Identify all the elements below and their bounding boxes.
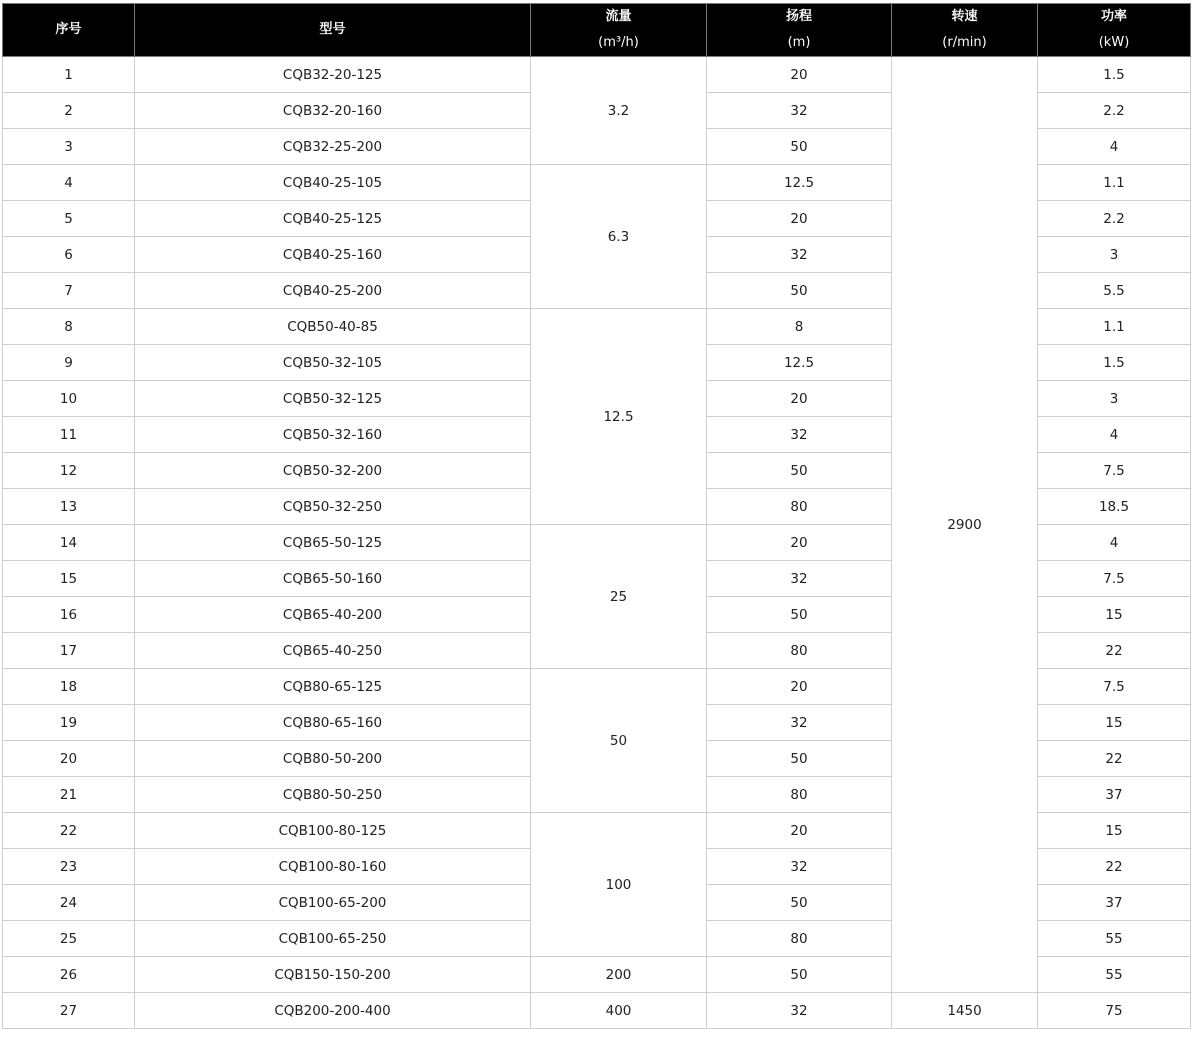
cell-power: 22 xyxy=(1038,633,1191,669)
cell-head: 32 xyxy=(707,417,892,453)
cell-index: 26 xyxy=(3,957,135,993)
header-head-unit: (m) xyxy=(787,35,811,50)
cell-index: 21 xyxy=(3,777,135,813)
cell-index: 12 xyxy=(3,453,135,489)
cell-model: CQB100-80-125 xyxy=(135,813,531,849)
cell-head: 80 xyxy=(707,489,892,525)
cell-power: 55 xyxy=(1038,957,1191,993)
cell-flow: 25 xyxy=(531,525,707,669)
cell-head: 32 xyxy=(707,93,892,129)
header-flow-unit: (m³/h) xyxy=(598,35,639,50)
cell-head: 8 xyxy=(707,309,892,345)
cell-flow: 12.5 xyxy=(531,309,707,525)
cell-model: CQB80-65-125 xyxy=(135,669,531,705)
cell-head: 20 xyxy=(707,201,892,237)
header-speed: 转速 (r/min) xyxy=(892,4,1038,57)
cell-flow: 50 xyxy=(531,669,707,813)
cell-index: 19 xyxy=(3,705,135,741)
cell-flow: 3.2 xyxy=(531,57,707,165)
cell-head: 20 xyxy=(707,381,892,417)
spec-table-container xyxy=(2,3,1191,1029)
cell-index: 24 xyxy=(3,885,135,921)
cell-index: 20 xyxy=(3,741,135,777)
cell-power: 1.5 xyxy=(1038,345,1191,381)
cell-head: 32 xyxy=(707,849,892,885)
table-row xyxy=(3,993,1191,1029)
cell-model: CQB65-40-250 xyxy=(135,633,531,669)
cell-head: 50 xyxy=(707,885,892,921)
cell-model: CQB50-32-250 xyxy=(135,489,531,525)
cell-head: 50 xyxy=(707,741,892,777)
cell-index: 7 xyxy=(3,273,135,309)
cell-head: 50 xyxy=(707,597,892,633)
cell-index: 8 xyxy=(3,309,135,345)
pump-spec-table xyxy=(2,3,1191,1029)
cell-model: CQB50-32-200 xyxy=(135,453,531,489)
header-power-unit: (kW) xyxy=(1098,35,1130,50)
cell-power: 7.5 xyxy=(1038,669,1191,705)
cell-power: 37 xyxy=(1038,777,1191,813)
cell-power: 37 xyxy=(1038,885,1191,921)
cell-head: 20 xyxy=(707,525,892,561)
cell-head: 20 xyxy=(707,57,892,93)
cell-index: 4 xyxy=(3,165,135,201)
cell-power: 1.1 xyxy=(1038,309,1191,345)
cell-flow: 100 xyxy=(531,813,707,957)
cell-power: 15 xyxy=(1038,597,1191,633)
cell-head: 32 xyxy=(707,237,892,273)
cell-index: 23 xyxy=(3,849,135,885)
cell-power: 4 xyxy=(1038,525,1191,561)
cell-power: 3 xyxy=(1038,381,1191,417)
cell-head: 50 xyxy=(707,273,892,309)
cell-index: 9 xyxy=(3,345,135,381)
cell-head: 50 xyxy=(707,453,892,489)
cell-model: CQB50-32-160 xyxy=(135,417,531,453)
cell-model: CQB50-32-105 xyxy=(135,345,531,381)
cell-power: 2.2 xyxy=(1038,201,1191,237)
cell-index: 14 xyxy=(3,525,135,561)
header-index: 序号 xyxy=(3,4,135,57)
cell-index: 6 xyxy=(3,237,135,273)
cell-power: 5.5 xyxy=(1038,273,1191,309)
header-head: 扬程 (m) xyxy=(707,4,892,57)
cell-model: CQB80-50-250 xyxy=(135,777,531,813)
cell-index: 18 xyxy=(3,669,135,705)
cell-power: 1.5 xyxy=(1038,57,1191,93)
cell-index: 17 xyxy=(3,633,135,669)
cell-model: CQB32-20-125 xyxy=(135,57,531,93)
cell-power: 15 xyxy=(1038,705,1191,741)
cell-head: 20 xyxy=(707,813,892,849)
cell-index: 22 xyxy=(3,813,135,849)
cell-model: CQB80-50-200 xyxy=(135,741,531,777)
cell-head: 32 xyxy=(707,993,892,1029)
cell-head: 32 xyxy=(707,561,892,597)
cell-index: 27 xyxy=(3,993,135,1029)
header-flow: 流量 (m³/h) xyxy=(531,4,707,57)
cell-power: 4 xyxy=(1038,417,1191,453)
table-row xyxy=(3,57,1191,93)
cell-index: 3 xyxy=(3,129,135,165)
cell-model: CQB32-25-200 xyxy=(135,129,531,165)
cell-power: 15 xyxy=(1038,813,1191,849)
cell-model: CQB50-32-125 xyxy=(135,381,531,417)
header-speed-unit: (r/min) xyxy=(942,35,987,50)
cell-head: 20 xyxy=(707,669,892,705)
cell-flow: 6.3 xyxy=(531,165,707,309)
cell-model: CQB32-20-160 xyxy=(135,93,531,129)
cell-power: 2.2 xyxy=(1038,93,1191,129)
cell-head: 50 xyxy=(707,129,892,165)
header-row xyxy=(3,4,1191,57)
cell-model: CQB40-25-125 xyxy=(135,201,531,237)
cell-index: 10 xyxy=(3,381,135,417)
cell-power: 1.1 xyxy=(1038,165,1191,201)
cell-head: 50 xyxy=(707,957,892,993)
header-power: 功率 (kW) xyxy=(1038,4,1191,57)
cell-head: 32 xyxy=(707,705,892,741)
cell-power: 55 xyxy=(1038,921,1191,957)
cell-index: 1 xyxy=(3,57,135,93)
cell-head: 12.5 xyxy=(707,345,892,381)
cell-power: 7.5 xyxy=(1038,453,1191,489)
cell-power: 7.5 xyxy=(1038,561,1191,597)
cell-flow: 400 xyxy=(531,993,707,1029)
cell-power: 22 xyxy=(1038,741,1191,777)
cell-head: 80 xyxy=(707,633,892,669)
cell-index: 5 xyxy=(3,201,135,237)
cell-model: CQB40-25-160 xyxy=(135,237,531,273)
cell-head: 80 xyxy=(707,777,892,813)
header-model: 型号 xyxy=(135,4,531,57)
cell-head: 80 xyxy=(707,921,892,957)
cell-model: CQB65-50-160 xyxy=(135,561,531,597)
cell-index: 25 xyxy=(3,921,135,957)
cell-power: 3 xyxy=(1038,237,1191,273)
cell-model: CQB65-50-125 xyxy=(135,525,531,561)
cell-model: CQB80-65-160 xyxy=(135,705,531,741)
cell-model: CQB100-80-160 xyxy=(135,849,531,885)
cell-head: 12.5 xyxy=(707,165,892,201)
cell-index: 11 xyxy=(3,417,135,453)
cell-index: 16 xyxy=(3,597,135,633)
cell-model: CQB40-25-105 xyxy=(135,165,531,201)
cell-speed: 2900 xyxy=(892,57,1038,993)
cell-power: 18.5 xyxy=(1038,489,1191,525)
cell-model: CQB100-65-250 xyxy=(135,921,531,957)
cell-model: CQB65-40-200 xyxy=(135,597,531,633)
cell-model: CQB150-150-200 xyxy=(135,957,531,993)
cell-speed: 1450 xyxy=(892,993,1038,1029)
cell-model: CQB100-65-200 xyxy=(135,885,531,921)
cell-flow: 200 xyxy=(531,957,707,993)
cell-model: CQB40-25-200 xyxy=(135,273,531,309)
cell-index: 2 xyxy=(3,93,135,129)
cell-power: 4 xyxy=(1038,129,1191,165)
cell-model: CQB200-200-400 xyxy=(135,993,531,1029)
cell-model: CQB50-40-85 xyxy=(135,309,531,345)
cell-power: 22 xyxy=(1038,849,1191,885)
cell-index: 13 xyxy=(3,489,135,525)
cell-index: 15 xyxy=(3,561,135,597)
cell-power: 75 xyxy=(1038,993,1191,1029)
